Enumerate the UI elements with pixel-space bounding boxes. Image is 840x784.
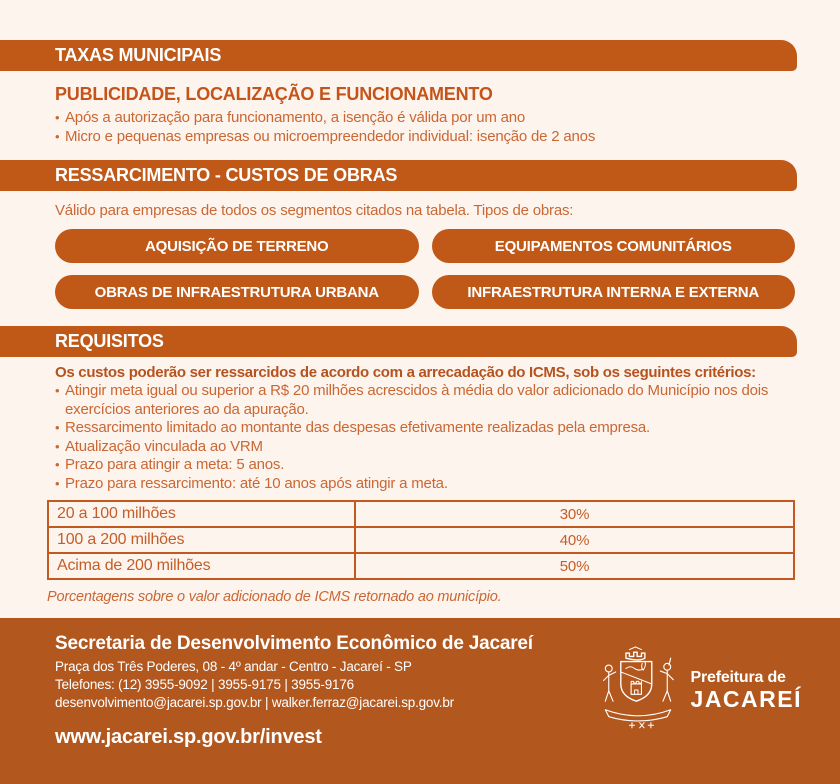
table-footnote: Porcentagens sobre o valor adicionado de ICMS retornado ao município. [47,589,502,605]
table-row [48,527,794,553]
table-cell-percentage: 30% [355,501,794,527]
section-header-ressarcimento: RESSARCIMENTO - CUSTOS DE OBRAS [0,160,797,191]
section-header-requisitos: REQUISITOS [0,326,797,357]
bullet-item: • Após a autorização para funcionamento, a isenção é válida por um ano [55,108,795,127]
pill-infraestrutura-interna-externa: INFRAESTRUTURA INTERNA E EXTERNA [432,275,796,309]
requisitos-bullet-list [55,382,795,493]
logo-line-jacarei: JACAREÍ [690,686,802,712]
bullet-item: • Micro e pequenas empresas ou microempreendedor individual: isenção de 2 anos [55,127,795,146]
pill-aquisicao-terreno: AQUISIÇÃO DE TERRENO [55,229,419,263]
logo-line-prefeitura: Prefeitura de [690,669,786,686]
jacarei-coat-of-arms-icon [595,646,681,734]
footer-phones: Telefones: (12) 3955-9092 | 3955-9175 | 3955-9176 [55,677,354,692]
bullet-item: • Prazo para ressarcimento: até 10 anos após atingir a meta. [55,475,795,494]
table-cell-percentage: 50% [355,553,794,579]
table-cell-range: 100 a 200 milhões [48,527,355,553]
table-cell-range: 20 a 100 milhões [48,501,355,527]
logo-text [691,668,802,712]
table-row [48,553,794,579]
requisitos-lead-text: Os custos poderão ser ressarcidos de acordo com a arrecadação do ICMS, sob os seguintes critérios: [55,364,756,381]
ressarcimento-intro-text: Válido para empresas de todos os segmentos citados na tabela. Tipos de obras: [55,202,574,219]
table-row [48,501,794,527]
bullet-item: • Atingir meta igual ou superior a R$ 20 milhões acrescidos à média do valor adicionado do Município nos dois exercícios anteriores ao da apuração. [55,382,795,419]
table-cell-percentage: 40% [355,527,794,553]
pill-equipamentos-comunitarios: EQUIPAMENTOS COMUNITÁRIOS [432,229,796,263]
bullet-item: • Ressarcimento limitado ao montante das despesas efetivamente realizadas pela empresa. [55,419,795,438]
footer [0,618,840,784]
footer-emails[interactable]: desenvolvimento@jacarei.sp.gov.br | walker.ferraz@jacarei.sp.gov.br [55,695,454,710]
bullet-item: • Prazo para atingir a meta: 5 anos. [55,456,795,475]
pill-obras-infraestrutura-urbana: OBRAS DE INFRAESTRUTURA URBANA [55,275,419,309]
prefeitura-jacarei-logo [595,646,802,734]
footer-secretaria-title: Secretaria de Desenvolvimento Econômico de Jacareí [55,633,533,654]
bullet-item: • Atualização vinculada ao VRM [55,438,795,457]
section-publicidade [55,84,795,146]
section-requisitos [55,363,795,493]
footer-address: Praça dos Três Poderes, 08 - 4º andar - Centro - Jacareí - SP [55,659,412,674]
footer-website-url[interactable]: www.jacarei.sp.gov.br/invest [55,726,322,748]
publicidade-bullet-list [55,108,795,146]
obras-pill-grid [55,229,795,309]
icms-percentage-table [47,500,795,580]
table-cell-range: Acima de 200 milhões [48,553,355,579]
section-header-taxas-municipais: TAXAS MUNICIPAIS [0,40,797,71]
publicidade-heading: PUBLICIDADE, LOCALIZAÇÃO E FUNCIONAMENTO [55,84,493,104]
